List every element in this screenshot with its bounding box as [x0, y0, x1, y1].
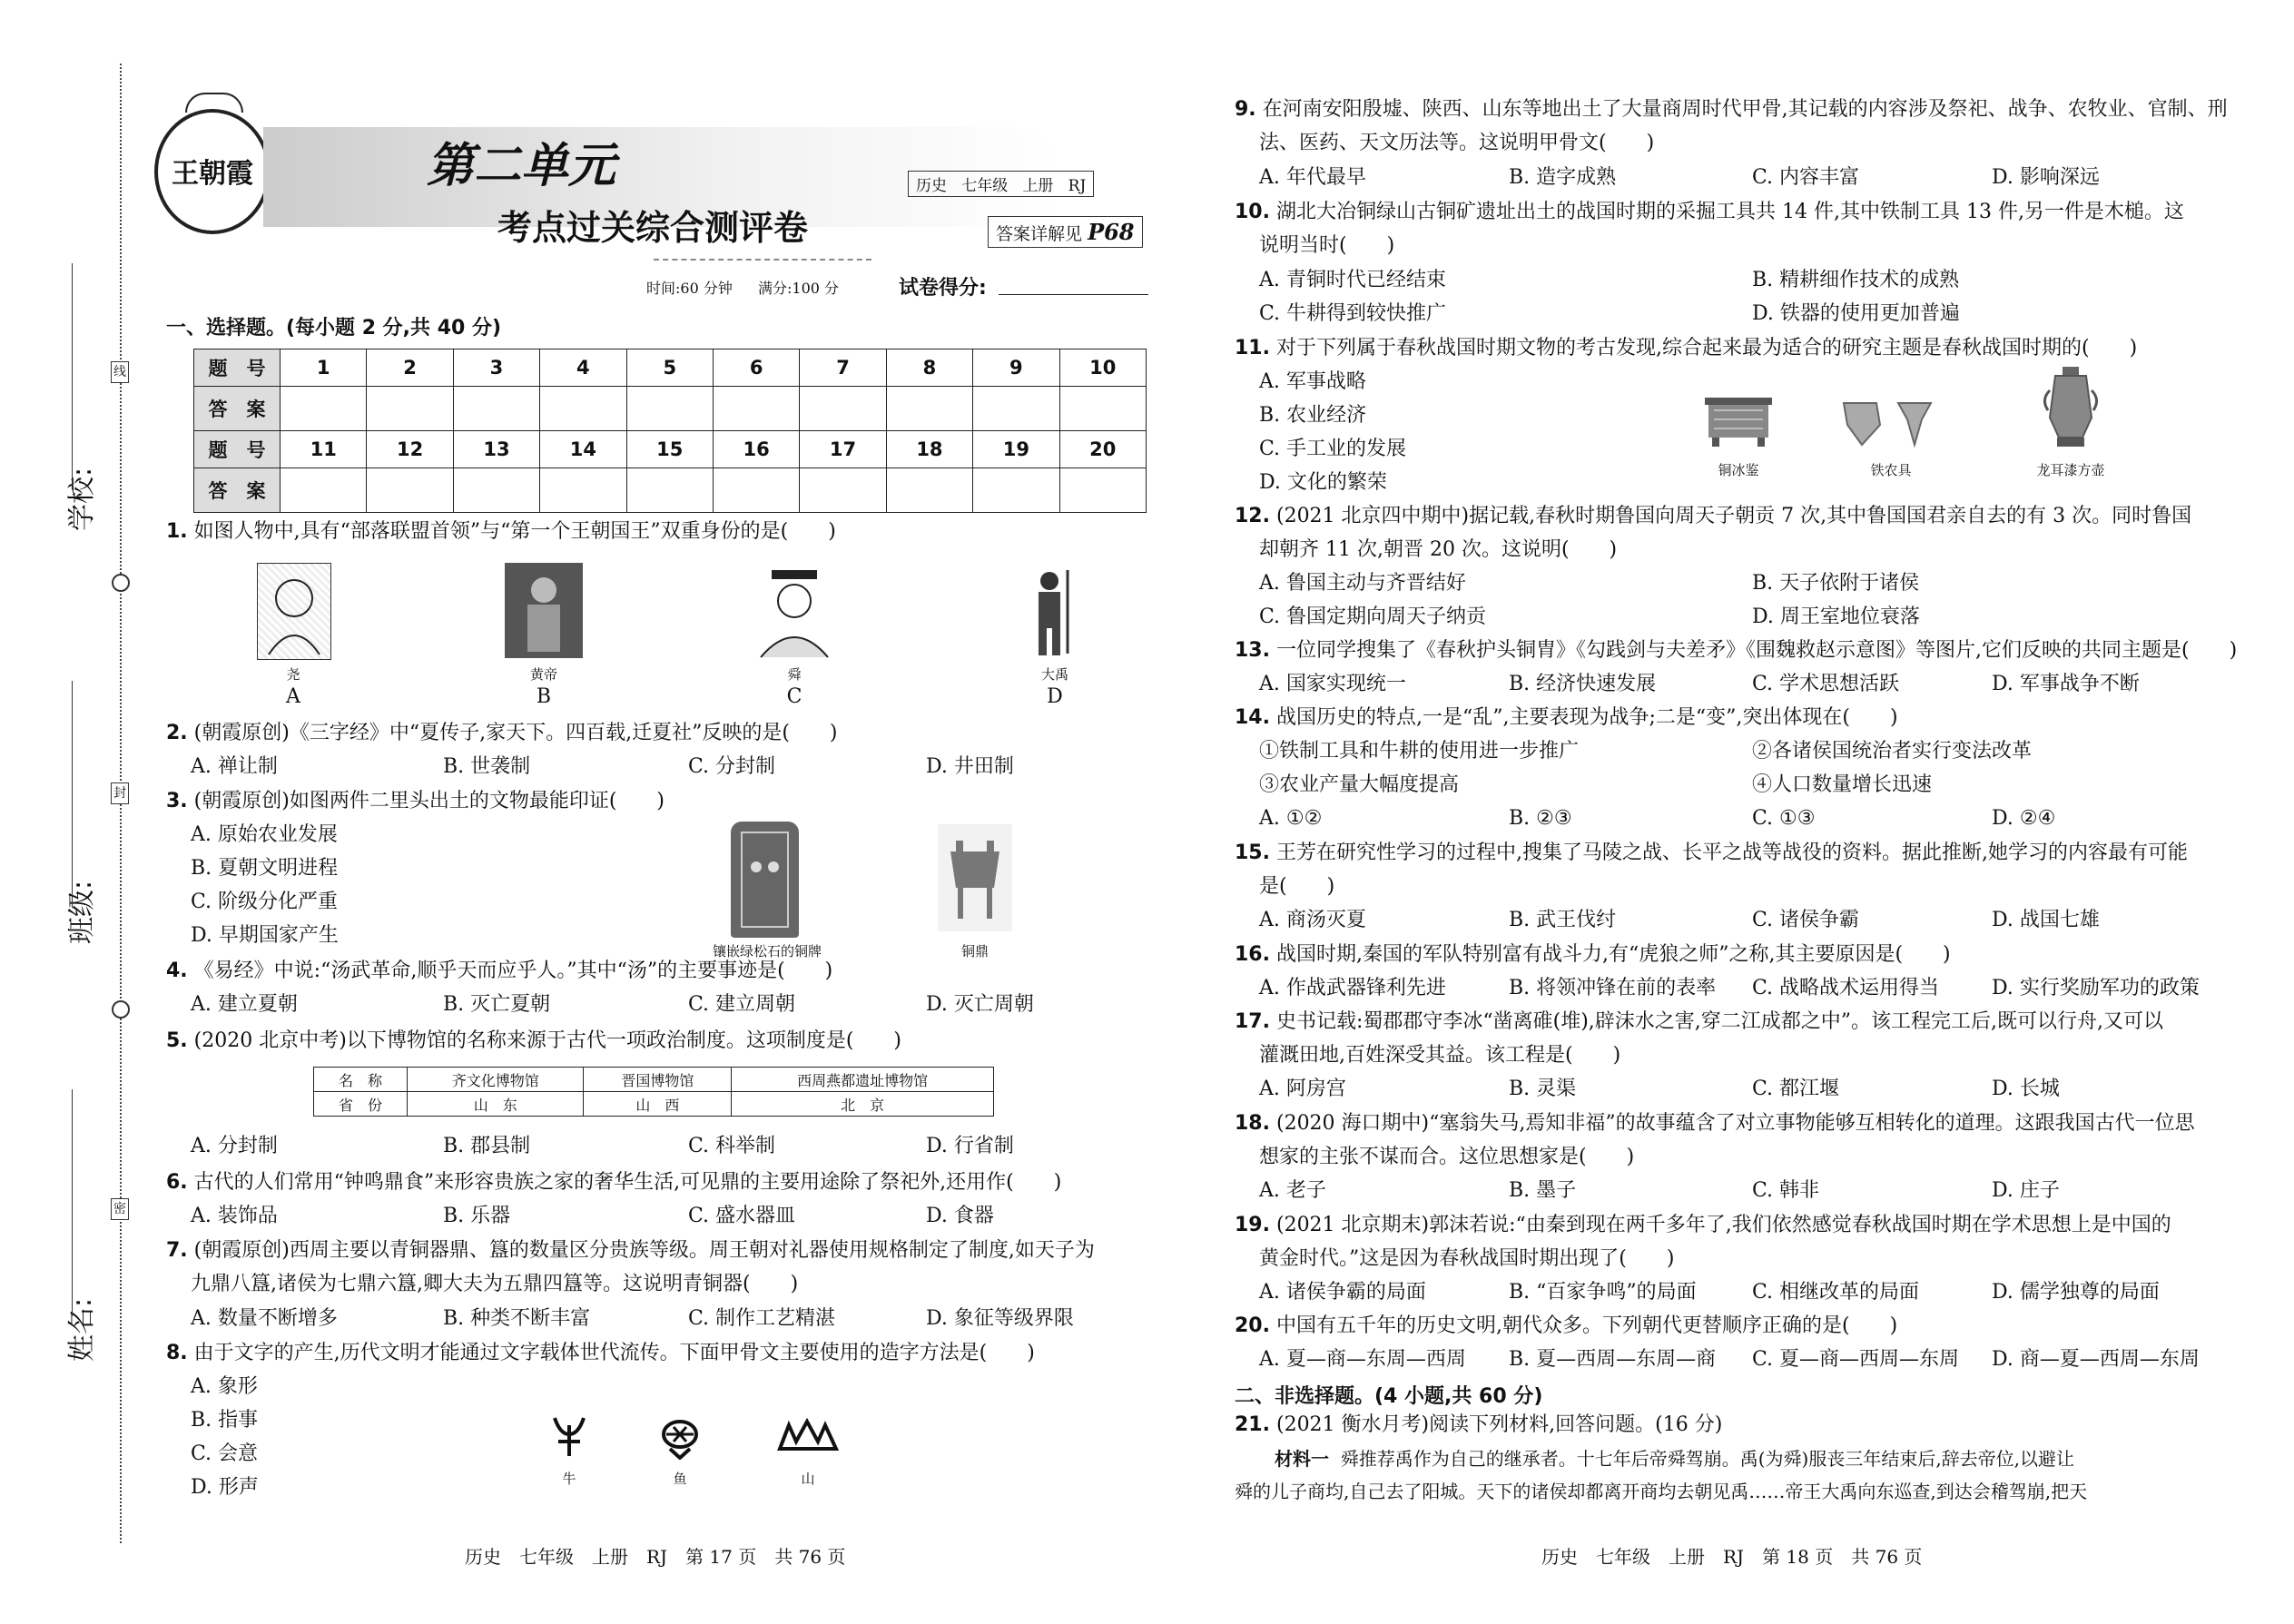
grid-header-row: 题 号 1 2 3 4 5 6 7 8 9 10: [194, 349, 1147, 387]
answer-cell[interactable]: [540, 468, 626, 513]
caption-turquoise-plaque: 镶嵌绿松石的铜牌: [712, 943, 822, 960]
answer-cell[interactable]: [281, 387, 367, 431]
q5-option-b[interactable]: B. 郡县制: [443, 1135, 531, 1157]
q12-option-c[interactable]: C. 鲁国定期向周天子纳贡: [1259, 605, 1487, 628]
q7-option-a[interactable]: A. 数量不断增多: [191, 1307, 338, 1330]
bronze-plaque-icon: [731, 822, 799, 938]
q2-option-b[interactable]: B. 世袭制: [443, 755, 531, 778]
bronze-plaque-image: [731, 822, 799, 938]
q13-option-c[interactable]: C. 学术思想活跃: [1752, 673, 1900, 695]
person-icon: [753, 563, 835, 658]
question-18: 18. (2020 海口期中)“塞翁失马,焉知非福”的故事蕴含了对立事物能够互相转化的道理。这跟我国古代一位思: [1235, 1112, 2195, 1135]
q6-option-a[interactable]: A. 装饰品: [191, 1205, 278, 1227]
q10-option-a[interactable]: A. 青铜时代已经结束: [1259, 269, 1446, 291]
score-field-label: 试卷得分:: [899, 277, 987, 300]
question-19-line-2: 黄金时代。”这是因为春秋战国时期出现了( ): [1259, 1247, 1675, 1270]
q5-option-d[interactable]: D. 行省制: [926, 1135, 1014, 1157]
oracle-mountain-glyph: [776, 1418, 840, 1454]
answer-cell[interactable]: [626, 468, 713, 513]
question-17: 17. 史书记载:蜀郡郡守李冰“凿离碓(堆),辟沫水之害,穿二江成都之中”。该工程完工后,既可以行舟,又可以: [1235, 1010, 2164, 1033]
answer-cell[interactable]: [800, 387, 886, 431]
oracle-fish-glyph: [657, 1414, 703, 1460]
caption-shun: 舜: [787, 666, 802, 683]
question-19: 19. (2021 北京期末)郭沫若说:“由秦到现在两千多年了,我们依然感觉春秋战国时期在学术思想上是中国的: [1235, 1214, 2171, 1236]
q14-option-b[interactable]: B. ②③: [1509, 807, 1572, 830]
question-21: 21. (2021 衡水月考)阅读下列材料,回答问题。(16 分): [1235, 1413, 1723, 1436]
q7-option-b[interactable]: B. 种类不断丰富: [443, 1307, 591, 1330]
caption-fish: 鱼: [673, 1471, 687, 1487]
question-5: 5. (2020 北京中考)以下博物馆的名称来源于古代一项政治制度。这项制度是( ): [166, 1029, 901, 1052]
caption-ice-chest: 铜冰鉴: [1718, 462, 1759, 478]
dashed-divider: [654, 259, 871, 261]
caption-huangdi: 黄帝: [529, 666, 557, 683]
ding-icon: [938, 824, 1012, 931]
portrait-yao: [257, 563, 331, 660]
q8-option-b[interactable]: B. 指事: [191, 1409, 259, 1432]
school-underline: [72, 263, 73, 490]
q19-option-c[interactable]: C. 相继改革的局面: [1752, 1281, 1920, 1304]
answer-ref: 答案详解见 P68: [988, 216, 1143, 248]
q14-item-4: ④人口数量增长迅速: [1752, 773, 1933, 796]
binding-hole: [112, 1000, 130, 1019]
q6-option-d[interactable]: D. 食器: [926, 1205, 994, 1227]
q3-option-a[interactable]: A. 原始农业发展: [191, 823, 338, 846]
q12-option-b[interactable]: B. 天子依附于诸侯: [1752, 572, 1920, 595]
q7-option-d[interactable]: D. 象征等级界限: [926, 1307, 1074, 1330]
question-17-line-2: 灌溉田地,百姓深受其益。该工程是( ): [1259, 1044, 1621, 1067]
oracle-ox-glyph: [549, 1414, 591, 1460]
marker-xian: 线: [111, 361, 129, 383]
answer-cell[interactable]: [1059, 387, 1146, 431]
q13-option-a[interactable]: A. 国家实现统一: [1259, 673, 1406, 695]
answer-grid: [193, 349, 1147, 513]
footer-left: 历史 七年级 上册 RJ 第 17 页 共 76 页: [465, 1546, 846, 1568]
caption-dayu: 大禹: [1040, 666, 1068, 683]
answer-cell[interactable]: [713, 387, 799, 431]
q14-option-c[interactable]: C. ①③: [1752, 807, 1816, 830]
option-letter-c[interactable]: C: [786, 685, 802, 708]
q14-item-3: ③农业产量大幅度提高: [1259, 773, 1460, 796]
caption-iron-tools: 铁农具: [1870, 462, 1912, 478]
section-2-heading: 二、非选择题。(4 小题,共 60 分): [1235, 1385, 1543, 1408]
question-12-line-2: 却朝齐 11 次,朝晋 20 次。这说明( ): [1259, 538, 1618, 561]
q6-option-b[interactable]: B. 乐器: [443, 1205, 511, 1227]
grid-header-row: 题 号 11 12 13 14 15 16 17 18 19 20: [194, 431, 1147, 468]
answer-cell[interactable]: [886, 387, 972, 431]
section-1-heading: 一、选择题。(每小题 2 分,共 40 分): [166, 317, 502, 340]
q9-option-c[interactable]: C. 内容丰富: [1752, 166, 1860, 189]
logo-seal: [154, 109, 271, 234]
question-7-line-2: 九鼎八簋,诸侯为七鼎六簋,卿大夫为五鼎四簋等。这说明青铜器( ): [191, 1273, 799, 1295]
q18-option-c[interactable]: C. 韩非: [1752, 1179, 1820, 1202]
person-icon: [505, 563, 583, 658]
class-label: 班级:: [66, 880, 98, 944]
binding-hole: [112, 574, 130, 592]
marker-feng: 封: [111, 782, 129, 804]
q11-option-c[interactable]: C. 手工业的发展: [1259, 438, 1407, 460]
question-11: 11. 对于下列属于春秋战国时期文物的考古发现,综合起来最为适合的研究主题是春秋战国时期的( ): [1235, 337, 2138, 359]
q13-option-d[interactable]: D. 军事战争不断: [1992, 673, 2140, 695]
q19-option-b[interactable]: B. “百家争鸣”的局面: [1509, 1281, 1697, 1304]
q14-option-d[interactable]: D. ②④: [1992, 807, 2056, 830]
option-letter-b[interactable]: B: [536, 685, 552, 708]
portrait-dayu: [1015, 563, 1088, 658]
q19-option-d[interactable]: D. 儒学独尊的局面: [1992, 1281, 2160, 1304]
q17-option-d[interactable]: D. 长城: [1992, 1078, 2060, 1100]
q9-option-a[interactable]: A. 年代最早: [1259, 166, 1366, 189]
q8-option-a[interactable]: A. 象形: [191, 1375, 258, 1398]
q2-option-c[interactable]: C. 分封制: [688, 755, 776, 778]
dragon-pot-image: [2039, 363, 2102, 450]
question-9: 9. 在河南安阳殷墟、陕西、山东等地出土了大量商周时代甲骨,其记载的内容涉及祭祀、战争、农牧业、官制、刑: [1235, 98, 2228, 121]
q9-option-b[interactable]: B. 造字成熟: [1509, 166, 1617, 189]
footer-right: 历史 七年级 上册 RJ 第 18 页 共 76 页: [1541, 1546, 1923, 1568]
score-field[interactable]: [999, 294, 1148, 295]
answer-cell[interactable]: [453, 387, 539, 431]
q4-option-c[interactable]: C. 建立周朝: [688, 993, 796, 1016]
right-page: [1147, 0, 2294, 1624]
q19-option-a[interactable]: A. 诸侯争霸的局面: [1259, 1281, 1426, 1304]
grid-answer-row: 答 案: [194, 387, 1147, 431]
q4-option-b[interactable]: B. 灭亡夏朝: [443, 993, 551, 1016]
answer-cell[interactable]: [973, 387, 1059, 431]
q13-option-b[interactable]: B. 经济快速发展: [1509, 673, 1657, 695]
person-icon: [258, 564, 330, 659]
q15-option-b[interactable]: B. 武王伐纣: [1509, 909, 1617, 931]
question-14: 14. 战国历史的特点,一是“乱”,主要表现为战争;二是“变”,突出体现在( ): [1235, 706, 1898, 729]
q2-option-d[interactable]: D. 井田制: [926, 755, 1014, 778]
question-10: 10. 湖北大冶铜绿山古铜矿遗址出土的战国时期的采掘工具共 14 件,其中铁制工具 13 件,另一件是木槌。这: [1235, 201, 2184, 223]
answer-cell[interactable]: [713, 468, 799, 513]
name-underline: [72, 1089, 73, 1316]
q10-option-d[interactable]: D. 铁器的使用更加普遍: [1752, 302, 1960, 325]
q8-option-c[interactable]: C. 会意: [191, 1442, 259, 1465]
name-label: 姓名:: [66, 1297, 98, 1362]
option-letter-d[interactable]: D: [1047, 685, 1063, 708]
answer-cell[interactable]: [626, 387, 713, 431]
answer-cell[interactable]: [367, 387, 453, 431]
q10-option-c[interactable]: C. 牛耕得到较快推广: [1259, 302, 1447, 325]
question-18-line-2: 想家的主张不谋而合。这位思想家是( ): [1259, 1146, 1635, 1168]
portrait-shun: [753, 563, 835, 658]
q3-option-b[interactable]: B. 夏朝文明进程: [191, 857, 339, 880]
q11-option-d[interactable]: D. 文化的繁荣: [1259, 471, 1387, 494]
iron-tools-image: [1840, 398, 1940, 448]
q18-option-a[interactable]: A. 老子: [1259, 1179, 1326, 1202]
question-8: 8. 由于文字的产生,历代文明才能通过文字载体世代流传。下面甲骨文主要使用的造字方法是( ): [166, 1342, 1035, 1364]
question-12: 12. (2021 北京四中期中)据记载,春秋时期鲁国向周天子朝贡 7 次,其中鲁国国君亲自去的有 3 次。同时鲁国: [1235, 505, 2192, 527]
answer-cell[interactable]: [281, 468, 367, 513]
q14-item-1: ①铁制工具和牛耕的使用进一步推广: [1259, 740, 1580, 763]
answer-cell[interactable]: [367, 468, 453, 513]
marker-mi: 密: [111, 1198, 129, 1220]
q10-option-b[interactable]: B. 精耕细作技术的成熟: [1752, 269, 1960, 291]
q14-option-a[interactable]: A. ①②: [1259, 807, 1323, 830]
answer-cell[interactable]: [1059, 468, 1146, 513]
question-6: 6. 古代的人们常用“钟鸣鼎食”来形容贵族之家的奢华生活,可见鼎的主要用途除了祭祀外,还用作( ): [166, 1171, 1062, 1194]
caption-yao: 尧: [286, 666, 300, 683]
answer-cell[interactable]: [886, 468, 972, 513]
museum-table: [313, 1067, 994, 1117]
q20-option-a[interactable]: A. 夏—商—东周—西周: [1259, 1348, 1466, 1371]
caption-bronze-ding: 铜鼎: [960, 943, 989, 960]
q11-option-a[interactable]: A. 军事战略: [1259, 370, 1366, 393]
q15-option-a[interactable]: A. 商汤灭夏: [1259, 909, 1366, 931]
q3-option-c[interactable]: C. 阶级分化严重: [191, 891, 339, 913]
q4-option-d[interactable]: D. 灭亡周朝: [926, 993, 1034, 1016]
material-1-line-2: 舜的儿子商均,自己去了阳城。天下的诸侯却都离开商均去朝见禹……帝王大禹向东巡查,到达会稽驾崩,把天: [1235, 1481, 2088, 1502]
q18-option-b[interactable]: B. 墨子: [1509, 1179, 1577, 1202]
q16-option-b[interactable]: B. 将领冲锋在前的表率: [1509, 977, 1717, 999]
q5-option-a[interactable]: A. 分封制: [191, 1135, 278, 1157]
question-4: 4. 《易经》中说:“汤武革命,顺乎天而应乎人。”其中“汤”的主要事迹是( ): [166, 960, 833, 982]
caption-dragon-pot: 龙耳漆方壶: [2036, 462, 2105, 478]
q7-option-c[interactable]: C. 制作工艺精湛: [688, 1307, 836, 1330]
question-15-line-2: 是( ): [1259, 875, 1335, 898]
q12-option-a[interactable]: A. 鲁国主动与齐晋结好: [1259, 572, 1466, 595]
q20-option-d[interactable]: D. 商—夏—西周—东周: [1992, 1348, 2200, 1371]
q12-option-d[interactable]: D. 周王室地位衰落: [1752, 605, 1920, 628]
q16-option-c[interactable]: C. 战略战术运用得当: [1752, 977, 1940, 999]
q4-option-a[interactable]: A. 建立夏朝: [191, 993, 298, 1016]
q9-option-d[interactable]: D. 影响深远: [1992, 166, 2100, 189]
school-label: 学校:: [66, 467, 98, 531]
person-icon: [1015, 563, 1088, 658]
subject-tags: 历史 七年级 上册 RJ: [908, 171, 1094, 197]
q14-item-2: ②各诸侯国统治者实行变法改革: [1752, 740, 2033, 763]
question-3: 3. (朝霞原创)如图两件二里头出土的文物最能印证( ): [166, 790, 665, 812]
q15-option-c[interactable]: C. 诸侯争霸: [1752, 909, 1860, 931]
grid-answer-row: 答 案: [194, 468, 1147, 513]
q20-option-b[interactable]: B. 夏—西周—东周—商: [1509, 1348, 1717, 1371]
question-13: 13. 一位同学搜集了《春秋护头铜胄》《勾践剑与夫差矛》《围魏救赵示意图》等图片,它们反映的共同主题是( ): [1235, 639, 2238, 662]
score-label: 满分:100 分: [758, 280, 840, 297]
q8-option-d[interactable]: D. 形声: [191, 1476, 259, 1499]
question-16: 16. 战国时期,秦国的军队特别富有战斗力,有“虎狼之师”之称,其主要原因是( ): [1235, 943, 1951, 966]
answer-cell[interactable]: [800, 468, 886, 513]
question-20: 20. 中国有五千年的历史文明,朝代众多。下列朝代更替顺序正确的是( ): [1235, 1314, 1898, 1337]
subtitle: 考点过关综合测评卷: [497, 207, 809, 248]
table-row: 省 份 山 东 山 西 北 京: [314, 1092, 994, 1117]
question-2: 2. (朝霞原创)《三字经》中“夏传子,家天下。四百载,迁夏社”反映的是( ): [166, 722, 838, 744]
question-15: 15. 王芳在研究性学习的过程中,搜集了马陵之战、长平之战等战役的资料。据此推断,她学习的内容最有可能: [1235, 842, 2188, 864]
q2-option-a[interactable]: A. 禅让制: [191, 755, 278, 778]
q17-option-b[interactable]: B. 灵渠: [1509, 1078, 1577, 1100]
question-9-line-2: 法、医药、天文历法等。这说明甲骨文( ): [1259, 132, 1655, 154]
question-10-line-2: 说明当时( ): [1259, 234, 1395, 257]
q6-option-c[interactable]: C. 盛水器皿: [688, 1205, 796, 1227]
answer-cell[interactable]: [453, 468, 539, 513]
q17-option-c[interactable]: C. 都江堰: [1752, 1078, 1840, 1100]
answer-cell[interactable]: [973, 468, 1059, 513]
time-label: 时间:60 分钟: [646, 280, 733, 297]
class-underline: [72, 681, 73, 908]
q16-option-a[interactable]: A. 作战武器锋利先进: [1259, 977, 1446, 999]
q3-option-d[interactable]: D. 早期国家产生: [191, 924, 339, 947]
q17-option-a[interactable]: A. 阿房宫: [1259, 1078, 1346, 1100]
option-letter-a[interactable]: A: [286, 685, 300, 708]
question-7: 7. (朝霞原创)西周主要以青铜器鼎、簋的数量区分贵族等级。周王朝对礼器使用规格制定了制度,如天子为: [166, 1239, 1095, 1262]
table-row: 名 称 齐文化博物馆 晋国博物馆 西周燕都遗址博物馆: [314, 1068, 994, 1092]
q16-option-d[interactable]: D. 实行奖励军功的政策: [1992, 977, 2200, 999]
answer-cell[interactable]: [540, 387, 626, 431]
caption-mountain: 山: [801, 1471, 815, 1487]
unit-title: 第二单元: [427, 139, 616, 193]
portrait-huangdi: [505, 563, 583, 658]
logo-text: 王朝霞: [172, 158, 253, 190]
material-1-line-1: 材料一 舜推荐禹作为自己的继承者。十七年后帝舜驾崩。禹(为舜)服丧三年结束后,辞去帝位,以避让: [1275, 1448, 2075, 1470]
q18-option-d[interactable]: D. 庄子: [1992, 1179, 2060, 1202]
caption-ox: 牛: [562, 1471, 576, 1487]
bronze-ding-image: [938, 824, 1012, 931]
q15-option-d[interactable]: D. 战国七雄: [1992, 909, 2100, 931]
q5-option-c[interactable]: C. 科举制: [688, 1135, 776, 1157]
question-1: 1. 如图人物中,具有“部落联盟首领”与“第一个王朝国王”双重身份的是( ): [166, 520, 836, 543]
crown-icon: [185, 93, 243, 113]
bronze-ice-chest-image: [1703, 392, 1774, 448]
q11-option-b[interactable]: B. 农业经济: [1259, 404, 1367, 427]
q20-option-c[interactable]: C. 夏—商—西周—东周: [1752, 1348, 1960, 1371]
